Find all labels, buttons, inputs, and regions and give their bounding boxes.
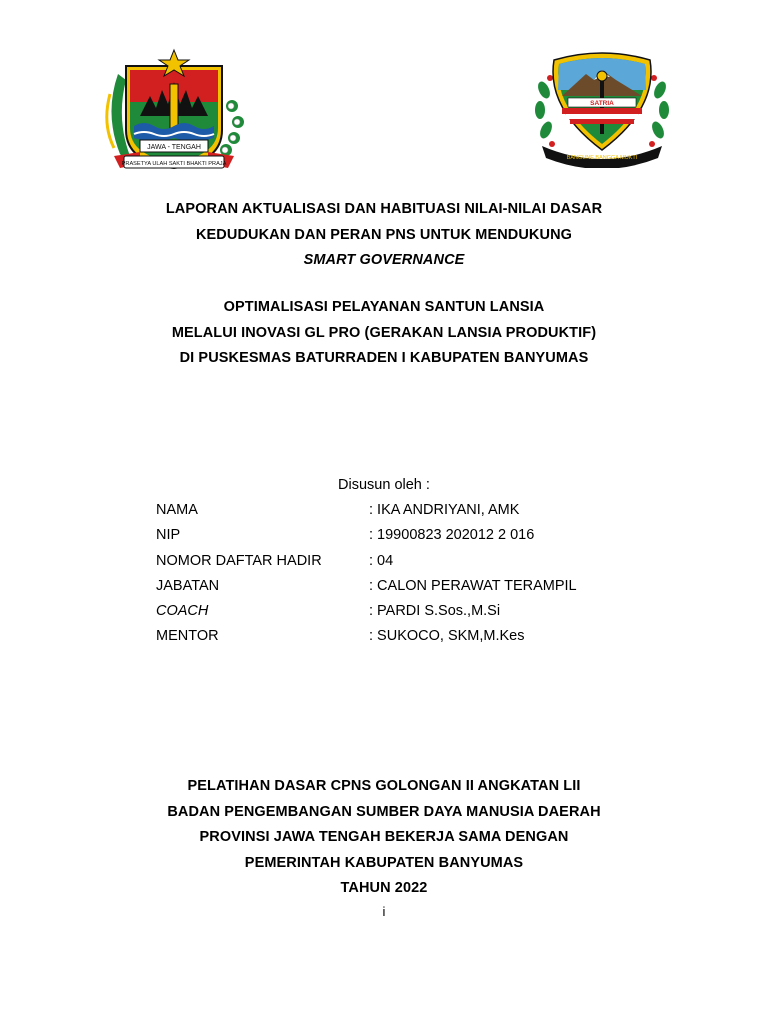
- info-value: : PARDI S.Sos.,M.Si: [369, 603, 501, 620]
- training-info: [0, 774, 768, 902]
- logo-right-banner: SATRIA: [590, 100, 614, 107]
- subtitle-line-2: MELALUI INOVASI GL PRO (GERAKAN LANSIA PRODUKTIF): [171, 324, 597, 341]
- subtitle-line-1: OPTIMALISASI PELAYANAN SANTUN LANSIA: [223, 299, 545, 315]
- title-line-2: KEDUDUKAN DAN PERAN PNS UNTUK MENDUKUNG: [195, 226, 573, 243]
- logo-right-ribbon: BANGUNE BANGGA MUKTI: [566, 155, 638, 161]
- jawa-tengah-coat-of-arms-icon: [100, 44, 248, 184]
- author-info-table: [156, 500, 676, 652]
- info-row-coach: [156, 601, 676, 626]
- logo-left-ribbon-top: JAWA - TENGAH: [147, 144, 201, 151]
- training-line-1: PELATIHAN DASAR CPNS GOLONGAN II ANGKATAN LII: [187, 778, 581, 794]
- info-key: NAMA: [156, 502, 198, 518]
- logo-left-ribbon-bottom: PRASETYA ULAH SAKTI BHAKTI PRAJA: [121, 161, 227, 167]
- report-subtitle: [0, 295, 768, 372]
- info-key: NIP: [156, 527, 181, 544]
- info-value: : CALON PERAWAT TERAMPIL: [369, 577, 577, 594]
- page-number: i: [382, 904, 386, 919]
- training-line-2: BADAN PENGEMBANGAN SUMBER DAYA MANUSIA DAERAH: [167, 803, 601, 820]
- info-value: : 19900823 202012 2 016: [369, 527, 535, 544]
- info-key: JABATAN: [156, 577, 220, 594]
- training-line-5: TAHUN 2022: [340, 880, 428, 896]
- info-value: : 04: [369, 552, 394, 569]
- info-row-jabatan: [156, 576, 676, 601]
- training-line-3: PROVINSI JAWA TENGAH BEKERJA SAMA DENGAN: [199, 829, 569, 845]
- info-row-nomor-daftar-hadir: [156, 551, 676, 576]
- info-row-nama: [156, 500, 676, 525]
- info-row-mentor: [156, 626, 676, 651]
- info-value: : IKA ANDRIYANI, AMK: [369, 502, 520, 518]
- title-line-1: LAPORAN AKTUALISASI DAN HABITUASI NILAI-NILAI DASAR: [165, 201, 603, 217]
- author-label: Disusun oleh :: [338, 477, 430, 493]
- info-value: : SUKOCO, SKM,M.Kes: [369, 628, 525, 645]
- report-title: [0, 197, 768, 274]
- info-key: NOMOR DAFTAR HADIR: [156, 552, 322, 569]
- training-line-4: PEMERINTAH KABUPATEN BANYUMAS: [244, 854, 524, 871]
- banyumas-regency-coat-of-arms-icon: [534, 50, 670, 168]
- subtitle-line-3: DI PUSKESMAS BATURRADEN I KABUPATEN BANYUMAS: [179, 350, 589, 366]
- info-key: COACH: [156, 603, 209, 620]
- info-key: MENTOR: [156, 628, 219, 645]
- info-row-nip: [156, 525, 676, 550]
- title-line-3: SMART GOVERNANCE: [303, 252, 465, 268]
